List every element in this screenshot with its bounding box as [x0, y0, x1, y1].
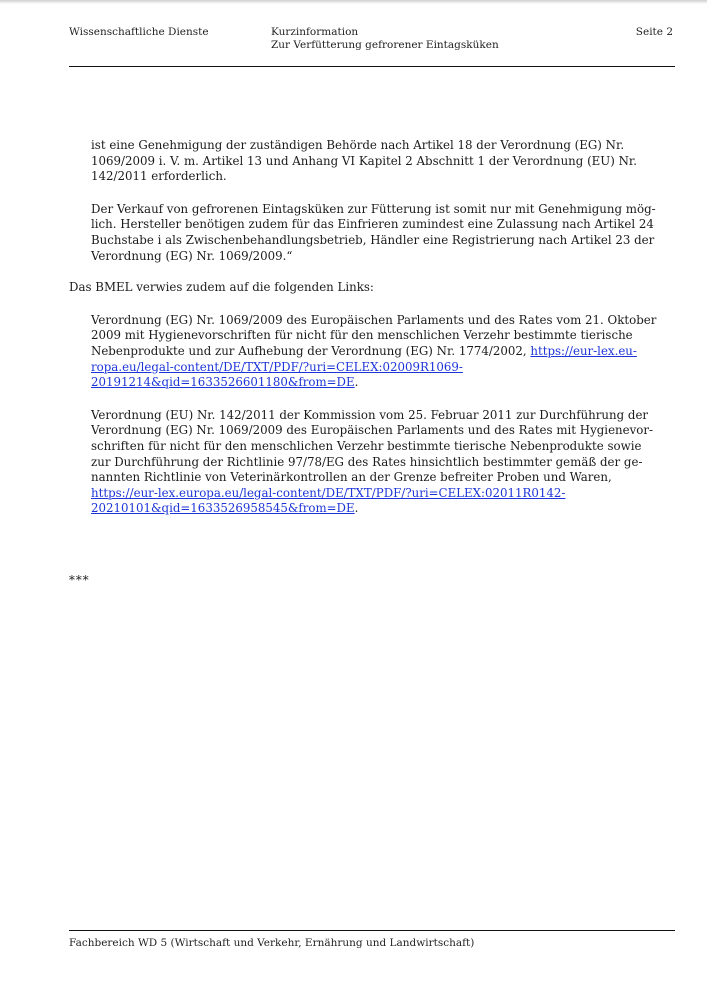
page-header: [69, 26, 673, 64]
text-line: Verordnung (EG) Nr. 1069/2009 des Europäischen Parlaments und des Rates vom 21. Oktober: [91, 312, 657, 327]
header-title: [271, 26, 499, 52]
quote-paragraph-2: [91, 202, 675, 264]
reference-regulation-142-2011: [91, 408, 675, 517]
text-line: Buchstabe i als Zwischenbehandlungsbetrieb, Händler eine Registrierung nach Artikel 23 der: [91, 232, 655, 247]
eur-lex-link-142-2011-end[interactable]: 20210101&qid=1633526958545&from=DE: [91, 501, 355, 516]
text-line: Verordnung (EU) Nr. 142/2011 der Kommission vom 25. Februar 2011 zur Durchführung der: [91, 407, 649, 422]
header-department: Wissenschaftliche Dienste: [69, 26, 209, 38]
footer-rule: [69, 930, 675, 931]
quote-paragraph-1: [91, 138, 675, 185]
header-page-number: Seite 2: [635, 26, 673, 38]
text-line: [91, 360, 675, 376]
text-line: Verordnung (EG) Nr. 1069/2009.“: [91, 248, 293, 263]
text-line: ist eine Genehmigung der zuständigen Behörde nach Artikel 18 der Verordnung (EG) Nr.: [91, 138, 625, 152]
text-line: [91, 344, 675, 360]
page-footer: Fachbereich WD 5 (Wirtschaft und Verkehr, Ernährung und Landwirtschaft): [69, 937, 475, 949]
text-line: 1069/2009 i. V. m. Artikel 13 und Anhang VI Kapitel 2 Abschnitt 1 der Verordnung (EU) Nr.: [91, 153, 637, 168]
text-line: lich. Hersteller benötigen zudem für das Einfrieren zumindest eine Zulassung nach Artikel 24: [91, 217, 654, 232]
text-line: [91, 486, 675, 502]
text-line: zur Durchführung der Richtlinie 97/78/EG des Rates hinsichtlich bestimmter gemäß der ge-: [91, 454, 643, 469]
reference-regulation-1069-2009: [91, 313, 675, 391]
text-line: schriften für nicht für den menschlichen Verzehr bestimmte tierische Nebenprodukte sowie: [91, 438, 642, 453]
reference-text: Nebenprodukte und zur Aufhebung der Verordnung (EG) Nr. 1774/2002,: [91, 343, 531, 358]
eur-lex-link-142-2011[interactable]: https://eur-lex.europa.eu/legal-content/DE/TXT/PDF/?uri=CELEX:02011R0142-: [91, 485, 566, 500]
header-rule: [69, 66, 675, 67]
text-line: 2009 mit Hygienevorschriften für nicht für den menschlichen Verzehr bestimmte tierische: [91, 328, 633, 343]
eur-lex-link-1069-2009-end[interactable]: 20191214&qid=1633526601180&from=DE: [91, 375, 355, 390]
text-line: Das BMEL verwies zudem auf die folgenden Links:: [69, 280, 374, 295]
section-separator: ***: [69, 573, 90, 587]
text-line: Der Verkauf von gefrorenen Eintagsküken zur Fütterung ist somit nur mit Genehmigung mög-: [91, 201, 656, 216]
text-line: Verordnung (EG) Nr. 1069/2009 des Europäischen Parlaments und des Rates mit Hygienevor-: [91, 423, 654, 438]
eur-lex-link-1069-2009[interactable]: https://eur-lex.eu-: [530, 343, 637, 358]
document-body: [69, 138, 675, 517]
header-doc-type: Kurzinformation: [271, 26, 359, 38]
page-edge-shadow: [0, 0, 707, 4]
links-intro-paragraph: [69, 280, 675, 296]
text-line: [91, 375, 675, 391]
header-subject: Zur Verfütterung gefrorener Eintagsküken: [271, 39, 499, 51]
period: .: [354, 375, 359, 390]
period: .: [354, 501, 359, 516]
text-line: [91, 501, 675, 517]
text-line: 142/2011 erforderlich.: [91, 169, 227, 184]
eur-lex-link-1069-2009-cont[interactable]: ropa.eu/legal-content/DE/TXT/PDF/?uri=CELEX:02009R1069-: [91, 359, 463, 374]
text-line: nannten Richtlinie von Veterinärkontrollen an der Grenze befreiter Proben und Waren,: [91, 470, 612, 485]
